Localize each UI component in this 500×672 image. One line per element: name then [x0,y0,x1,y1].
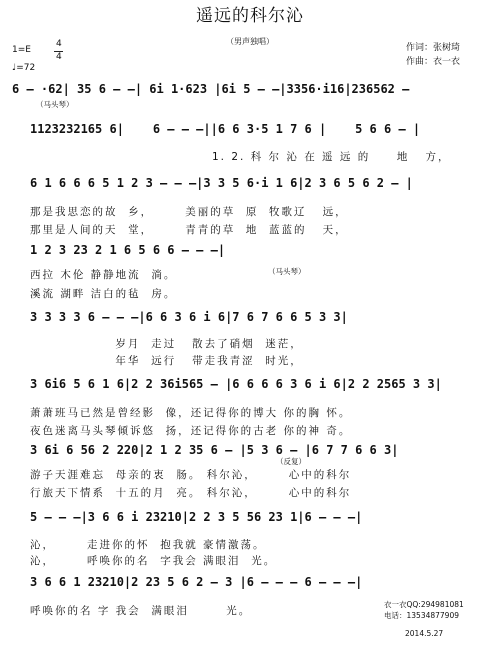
song-title: 遥远的科尔沁 [196,6,304,26]
time-signature-top: 4 [56,39,62,49]
lyric-line-4b: 溪流 湖畔 洁白的毡 房。 [30,288,177,300]
time-signature-bottom: 4 [56,52,62,62]
key-signature: 1=E [12,45,31,55]
song-subtitle: （男声独唱） [226,37,274,46]
notation-line-5: 3 3 3 3 6 — — —|6 6 3 6 i 6|7 6 7 6 6 5 3 3| [30,310,348,324]
tempo-mark: ♩=72 [12,63,36,73]
contact-phone: 电话：13534877909 [384,611,459,620]
notation-line-1: 6 — ·62| 35 6 — —| 6i 1·623 |6i 5 — —|3356·i16|236562 — [12,82,410,96]
composer-credit: 作曲：衣一衣 [406,57,461,67]
repeat-label-7: （反复） [276,457,306,466]
instrument-label-4: （马头琴） [268,267,306,276]
lyric-line-5b: 年华 远行 带走我青涩 时光， [30,355,303,367]
lyric-line-6b: 夜色迷离马头琴倾诉悠 扬，还记得你的古老 你的神 奇。 [30,425,352,437]
lyric-line-4a: 西拉 木伦 静静地流 淌。 [30,269,177,281]
notation-line-8: 5 — — —|3 6 6 i 23210|2 2 3 5 56 23 1|6 — — —| [30,510,363,524]
lyric-line-7b: 行旅天下情系 十五的月 亮。 科尔沁， 心中的科尔 [30,487,352,499]
lyric-line-8a: 沁， 走进你的怀 抱我就 豪情激荡。 [30,539,266,551]
lyric-line-2a: 1. 2. 科 尔 沁 在 遥 远 的 地 方， [212,151,451,163]
lyric-line-7a: 游子天涯难忘 母亲的衷 肠。 科尔沁， 心中的科尔 [30,469,352,481]
instrument-label-1: （马头琴） [36,100,74,109]
lyric-line-9a: 呼唤你的名 字 我会 满眼泪 光。 [30,605,252,617]
notation-line-3: 6 1 6 6 6 5 1 2 3 — — —|3 3 5 6·i 1 6|2 3 6 5 6 2 — | [30,176,413,190]
lyric-line-8b: 沁， 呼唤你的名 字我会 满眼泪 光。 [30,555,277,567]
lyricist-credit: 作词：张树琦 [406,43,461,53]
lyric-line-3b: 那里是人间的天 堂， 青青的草 地 蓝蓝的 天， [30,224,348,236]
lyric-line-6a: 萧萧班马已然是曾经影 像，还记得你的博大 你的胸 怀。 [30,407,352,419]
notation-line-2: 1123232165 6| 6 — — —||6 6 3·5 1 7 6 | 5 6 6 — | [30,122,421,136]
date-stamp: 2014.5.27 [405,629,444,638]
notation-line-9: 3 6 6 1 23210|2 23 5 6 2 — 3 |6 — — — 6 — — —| [30,575,363,589]
lyric-line-3a: 那是我思恋的故 乡， 美丽的草 原 牧歌辽 远， [30,206,348,218]
notation-line-7: 3 6i 6 56 2 220|2 1 2 35 6 — |5 3 6 — |6 7 7 6 6 3| [30,443,399,457]
contact-qq: 衣一衣QQ:294981081 [384,600,464,609]
notation-line-4: 1 2 3 23 2 1 6 5 6 6 — — —| [30,243,226,257]
notation-line-6: 3 6i6 5 6 1 6|2 2 36i565 — |6 6 6 6 3 6 i 6|2 2 2565 3 3| [30,377,442,391]
lyric-line-5a: 岁月 走过 散去了硝烟 迷茫， [30,338,303,350]
